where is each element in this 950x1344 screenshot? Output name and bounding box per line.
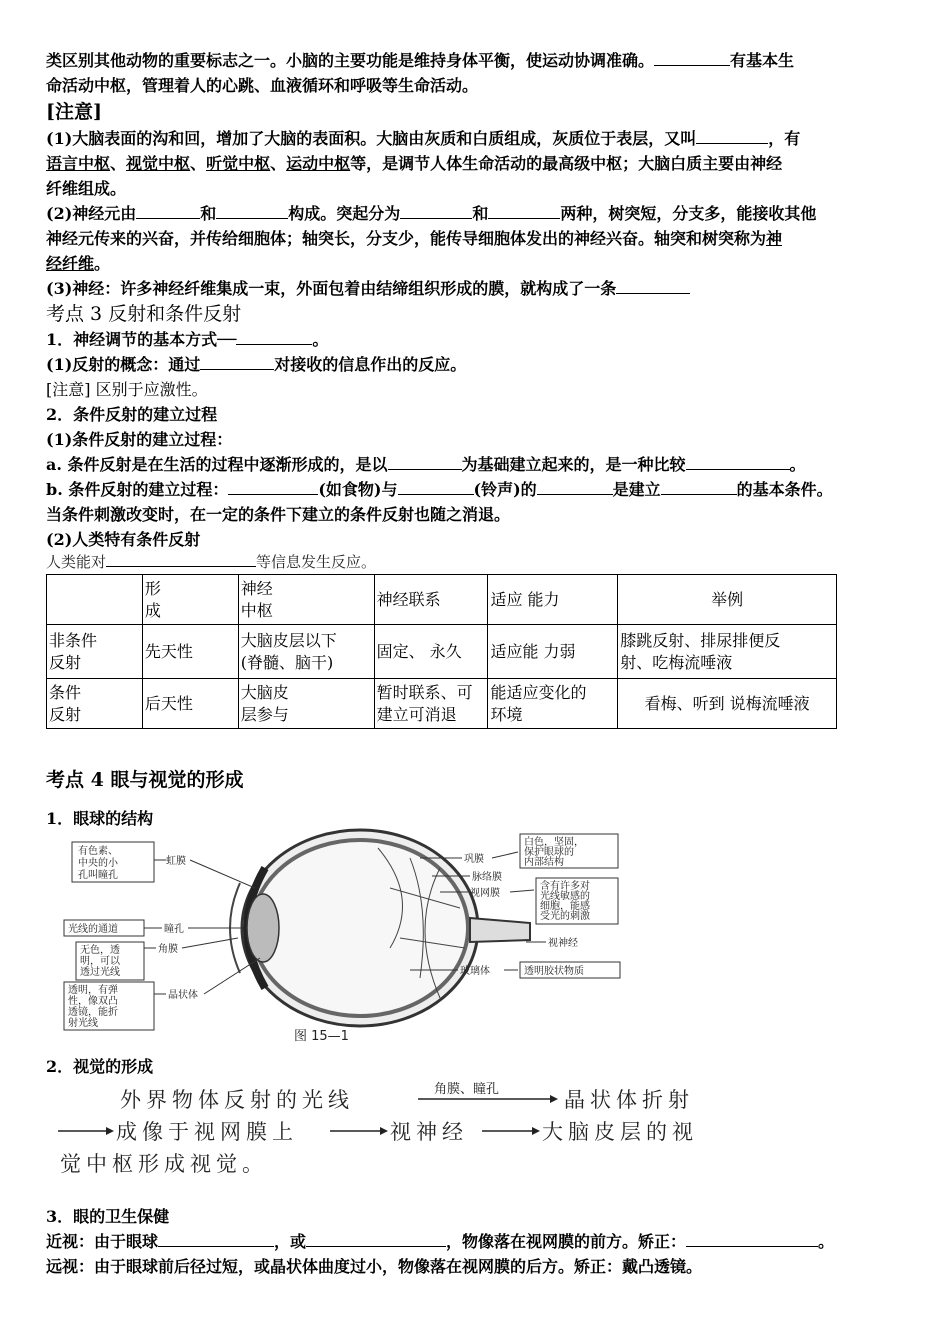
k4-subheading-2: 2．视觉的形成 (46, 1057, 154, 1076)
label-box-text: 有色素、 (78, 846, 118, 857)
notice-item-2-line-3: 经纤维。 (46, 254, 111, 273)
notice-heading: [注意] (46, 101, 102, 123)
leader-line (204, 958, 260, 994)
label-box-text: 透过光线 (80, 967, 120, 978)
optic-nerve-shape (470, 918, 530, 942)
k3-line-3: [注意] 区别于应激性。 (46, 380, 208, 399)
k3-line-5: (1)条件反射的建立过程： (46, 430, 233, 449)
label-box-text: 细胞，能感 (540, 901, 590, 912)
k3-line-6: a. 条件反射是在生活的过程中逐渐形成的，是以 为基础建立起来的，是一种比较 。 (46, 455, 806, 474)
label-box-text: 白色，坚固， (524, 837, 584, 848)
flow-step-vision: 觉中枢形成视觉。 (60, 1152, 268, 1176)
notice-item-2: (2)神经元由 和 构成。突起分为 和 两种，树突短，分支多，能接收其他 (46, 204, 817, 223)
flow-step-retina: 成像于视网膜上 (116, 1120, 298, 1144)
table-cell: 大脑皮 层参与 (238, 679, 374, 729)
label-box-text: 光线的通道 (68, 924, 118, 935)
notice-item-3: (3)神经：许多神经纤维集成一束，外面包着由结缔组织形成的膜，就构成了一条 (46, 276, 908, 301)
label-box-text: 含有许多对 (540, 881, 590, 892)
label-pupil: 瞳孔 (164, 924, 184, 935)
label-sclera: 巩膜 (464, 854, 484, 865)
label-box-text: 保护眼球的 (524, 847, 574, 858)
table-cell: 看梅、听到 说梅流唾液 (618, 679, 837, 729)
flow-step-light: 外界物体反射的光线 (120, 1088, 354, 1112)
choroid-shape (252, 840, 468, 1016)
table-header-cell: 形 成 (142, 575, 238, 625)
table-cell: 适应能 力弱 (488, 625, 618, 679)
label-box-text: 无色，透 (80, 945, 120, 956)
table-row (47, 575, 837, 625)
notice-item-1: (1)大脑表面的沟和回，增加了大脑的表面积。大脑由灰质和白质组成，灰质位于表层，又叫 ，有 (46, 129, 801, 148)
worksheet-page (46, 48, 908, 729)
vision-formation-flow (58, 1078, 748, 1178)
flow-step-lens: 晶状体折射 (564, 1088, 694, 1112)
myopia-line: 近视：由于眼球 ，或 ，物像落在视网膜的前方。矫正： 。 (46, 1232, 835, 1251)
flow-arrow-2 (58, 1124, 114, 1138)
label-cornea: 角膜 (158, 944, 178, 955)
notice-item-1-line-2: 语言中枢、视觉中枢、听觉中枢、运动中枢等，是调节人体生命活动的最高级中枢；大脑白质主要由神经 (46, 154, 783, 173)
arrow-line (492, 852, 518, 858)
table-cell: 先天性 (142, 625, 238, 679)
leader-line (190, 860, 255, 888)
k4-subheading-3: 3．眼的卫生保健 (46, 1207, 170, 1226)
label-retina: 视网膜 (470, 888, 500, 899)
k3-line-2: (1)反射的概念：通过 对接收的信息作出的反应。 (46, 355, 467, 374)
k3-line-8: 当条件刺激改变时，在一定的条件下建立的条件反射也随之消退。 (46, 505, 511, 524)
table-cell: 大脑皮层以下 (脊髓、脑干) (238, 625, 374, 679)
k3-line-4: 2．条件反射的建立过程 (46, 405, 218, 424)
label-optic-nerve: 视神经 (548, 938, 578, 949)
k3-line-7: b. 条件反射的建立过程： (如食物)与 (铃声)的 是建立 的基本条件。 (46, 480, 833, 499)
k3-line-1: 1．神经调节的基本方式── 。 (46, 330, 329, 349)
label-iris: 虹膜 (166, 856, 186, 867)
table-cell: 膝跳反射、排尿排便反 射、吃梅流唾液 (618, 625, 837, 679)
leader-line (182, 938, 238, 948)
flow-arrow-3 (330, 1124, 388, 1138)
label-box-text: 孔叫瞳孔 (78, 870, 118, 881)
section-k4-title: 考点 4 眼与视觉的形成 (46, 769, 244, 791)
label-lens: 晶状体 (168, 990, 198, 1001)
label-box-text: 光线敏感的 (540, 891, 590, 902)
table-row (47, 625, 837, 679)
label-box-text: 性，像双凸 (68, 996, 118, 1007)
section-k3-title: 考点 3 反射和条件反射 (46, 303, 242, 325)
k4-subheading-1: 1．眼球的结构 (46, 809, 154, 828)
label-box-text: 内部结构 (524, 857, 564, 868)
table-header-cell: 适应 能力 (488, 575, 618, 625)
table-cell: 后天性 (142, 679, 238, 729)
arrow-line (510, 890, 534, 892)
notice-item-2-line-2: 神经元传来的兴奋，并传给细胞体；轴突长，分支少，能传导细胞体发出的神经兴奋。轴突和树突称为神 (46, 229, 783, 248)
table-header-cell: 举例 (618, 575, 837, 625)
notice-item-1-line-3: 纤维组成。 (46, 179, 127, 198)
label-box-text: 中央的小 (78, 858, 118, 869)
intro-line-2: 命活动中枢，管理着人的心跳、血液循环和呼吸等生命活动。 (46, 76, 479, 95)
label-box-text: 明，可以 (80, 956, 120, 967)
label-vitreous: 玻璃体 (460, 966, 490, 977)
lens-shape (247, 894, 279, 962)
label-choroid: 脉络膜 (472, 872, 502, 883)
label-box-text: 透明胶状物质 (524, 966, 584, 977)
hyperopia-line: 远视：由于眼球前后径过短，或晶状体曲度过小，物像落在视网膜的后方。矫正：戴凸透镜。 (46, 1257, 703, 1276)
flow-arrow-4 (482, 1124, 540, 1138)
eye-structure-figure (60, 828, 650, 1050)
table-cell: 暂时联系、可 建立可消退 (374, 679, 488, 729)
table-row (47, 679, 837, 729)
table-cell: 能适应变化的 环境 (488, 679, 618, 729)
k3-line-9: (2)人类特有条件反射 (46, 530, 201, 549)
table-cell: 非条件 反射 (47, 625, 143, 679)
table-header-cell: 神经 中枢 (238, 575, 374, 625)
flow-step-cortex: 大脑皮层的视 (542, 1120, 698, 1144)
k3-line-10: 人类能对 等信息发生反应。 (46, 553, 377, 571)
figure-caption: 图 15—1 (294, 1029, 349, 1044)
flow-arrow-1 (418, 1092, 558, 1106)
intro-line-1: 类区别其他动物的重要标志之一。小脑的主要功能是维持身体平衡，使运动协调准确。 有基本生 (46, 51, 795, 70)
flow-arrow-label: 角膜、瞳孔 (434, 1082, 500, 1097)
table-cell: 固定、 永久 (374, 625, 488, 679)
table-header-cell: 神经联系 (374, 575, 488, 625)
table-cell: 条件 反射 (47, 679, 143, 729)
flow-step-optic-nerve: 视神经 (390, 1120, 468, 1144)
reflex-comparison-table (46, 574, 837, 729)
table-header-cell (47, 575, 143, 625)
label-box-text: 透镜，能折 (68, 1007, 118, 1018)
label-box-text: 透明，有弹 (68, 985, 118, 996)
label-box-text: 射光线 (68, 1018, 98, 1029)
label-box-text: 受光的刺激 (540, 911, 590, 922)
